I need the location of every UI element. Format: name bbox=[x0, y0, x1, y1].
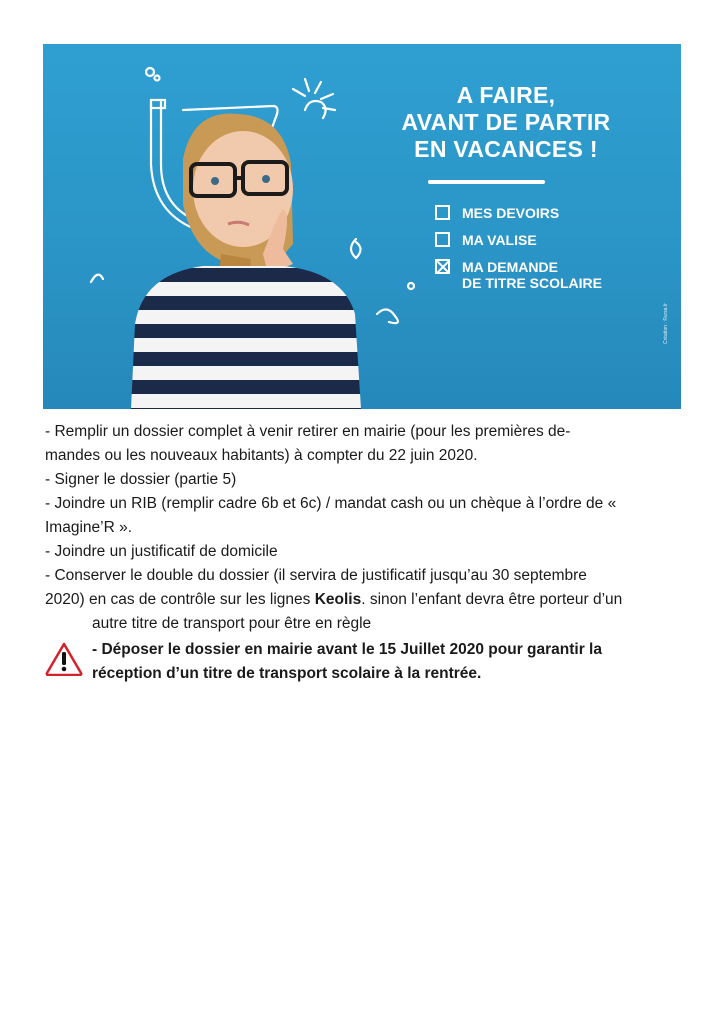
banner-image bbox=[43, 44, 681, 409]
photo-credit: Création : ©ursa.fr bbox=[663, 303, 669, 344]
checked-box-icon bbox=[435, 259, 450, 274]
warning-line: - Déposer le dossier en mairie avant le 15 Juillet 2020 pour garantir la bbox=[92, 641, 602, 658]
checklist-item-devoirs: MES DEVOIRS bbox=[435, 205, 559, 221]
instructions-text bbox=[45, 420, 685, 686]
keolis-bold: Keolis bbox=[314, 591, 362, 608]
instruction-line: - Conserver le double du dossier (il servira de justificatif jusqu’au 30 septembre bbox=[45, 567, 587, 584]
instruction-line: - Joindre un justificatif de domicile bbox=[45, 543, 278, 560]
unchecked-box-icon bbox=[435, 232, 450, 247]
instruction-line: 2020) en cas de contrôle sur les lignes Keolis. sinon l’enfant devra être porteur d’un bbox=[45, 591, 623, 608]
unchecked-box-icon bbox=[435, 205, 450, 220]
instruction-line: - Signer le dossier (partie 5) bbox=[45, 471, 237, 488]
instruction-line: mandes ou les nouveaux habitants) à compter du 22 juin 2020. bbox=[45, 447, 478, 464]
instruction-line: - Remplir un dossier complet à venir retirer en mairie (pour les premières de- bbox=[45, 423, 571, 440]
instruction-line: autre titre de transport pour être en règle bbox=[92, 615, 372, 632]
warning-triangle-icon bbox=[45, 642, 83, 676]
checklist-item-demande: MA DEMANDE DE TITRE SCOLAIRE bbox=[435, 259, 602, 291]
checklist-item-valise: MA VALISE bbox=[435, 232, 537, 248]
instruction-line: Imagine’R ». bbox=[45, 519, 133, 536]
instruction-line: - Joindre un RIB (remplir cadre 6b et 6c) / mandat cash ou un chèque à l’ordre de « bbox=[45, 495, 617, 512]
banner-headline: A FAIRE, AVANT DE PARTIR EN VACANCES ! bbox=[401, 82, 611, 162]
headline-divider bbox=[428, 180, 545, 184]
warning-block bbox=[45, 638, 685, 686]
warning-line: réception d’un titre de transport scolaire à la rentrée. bbox=[92, 665, 482, 682]
